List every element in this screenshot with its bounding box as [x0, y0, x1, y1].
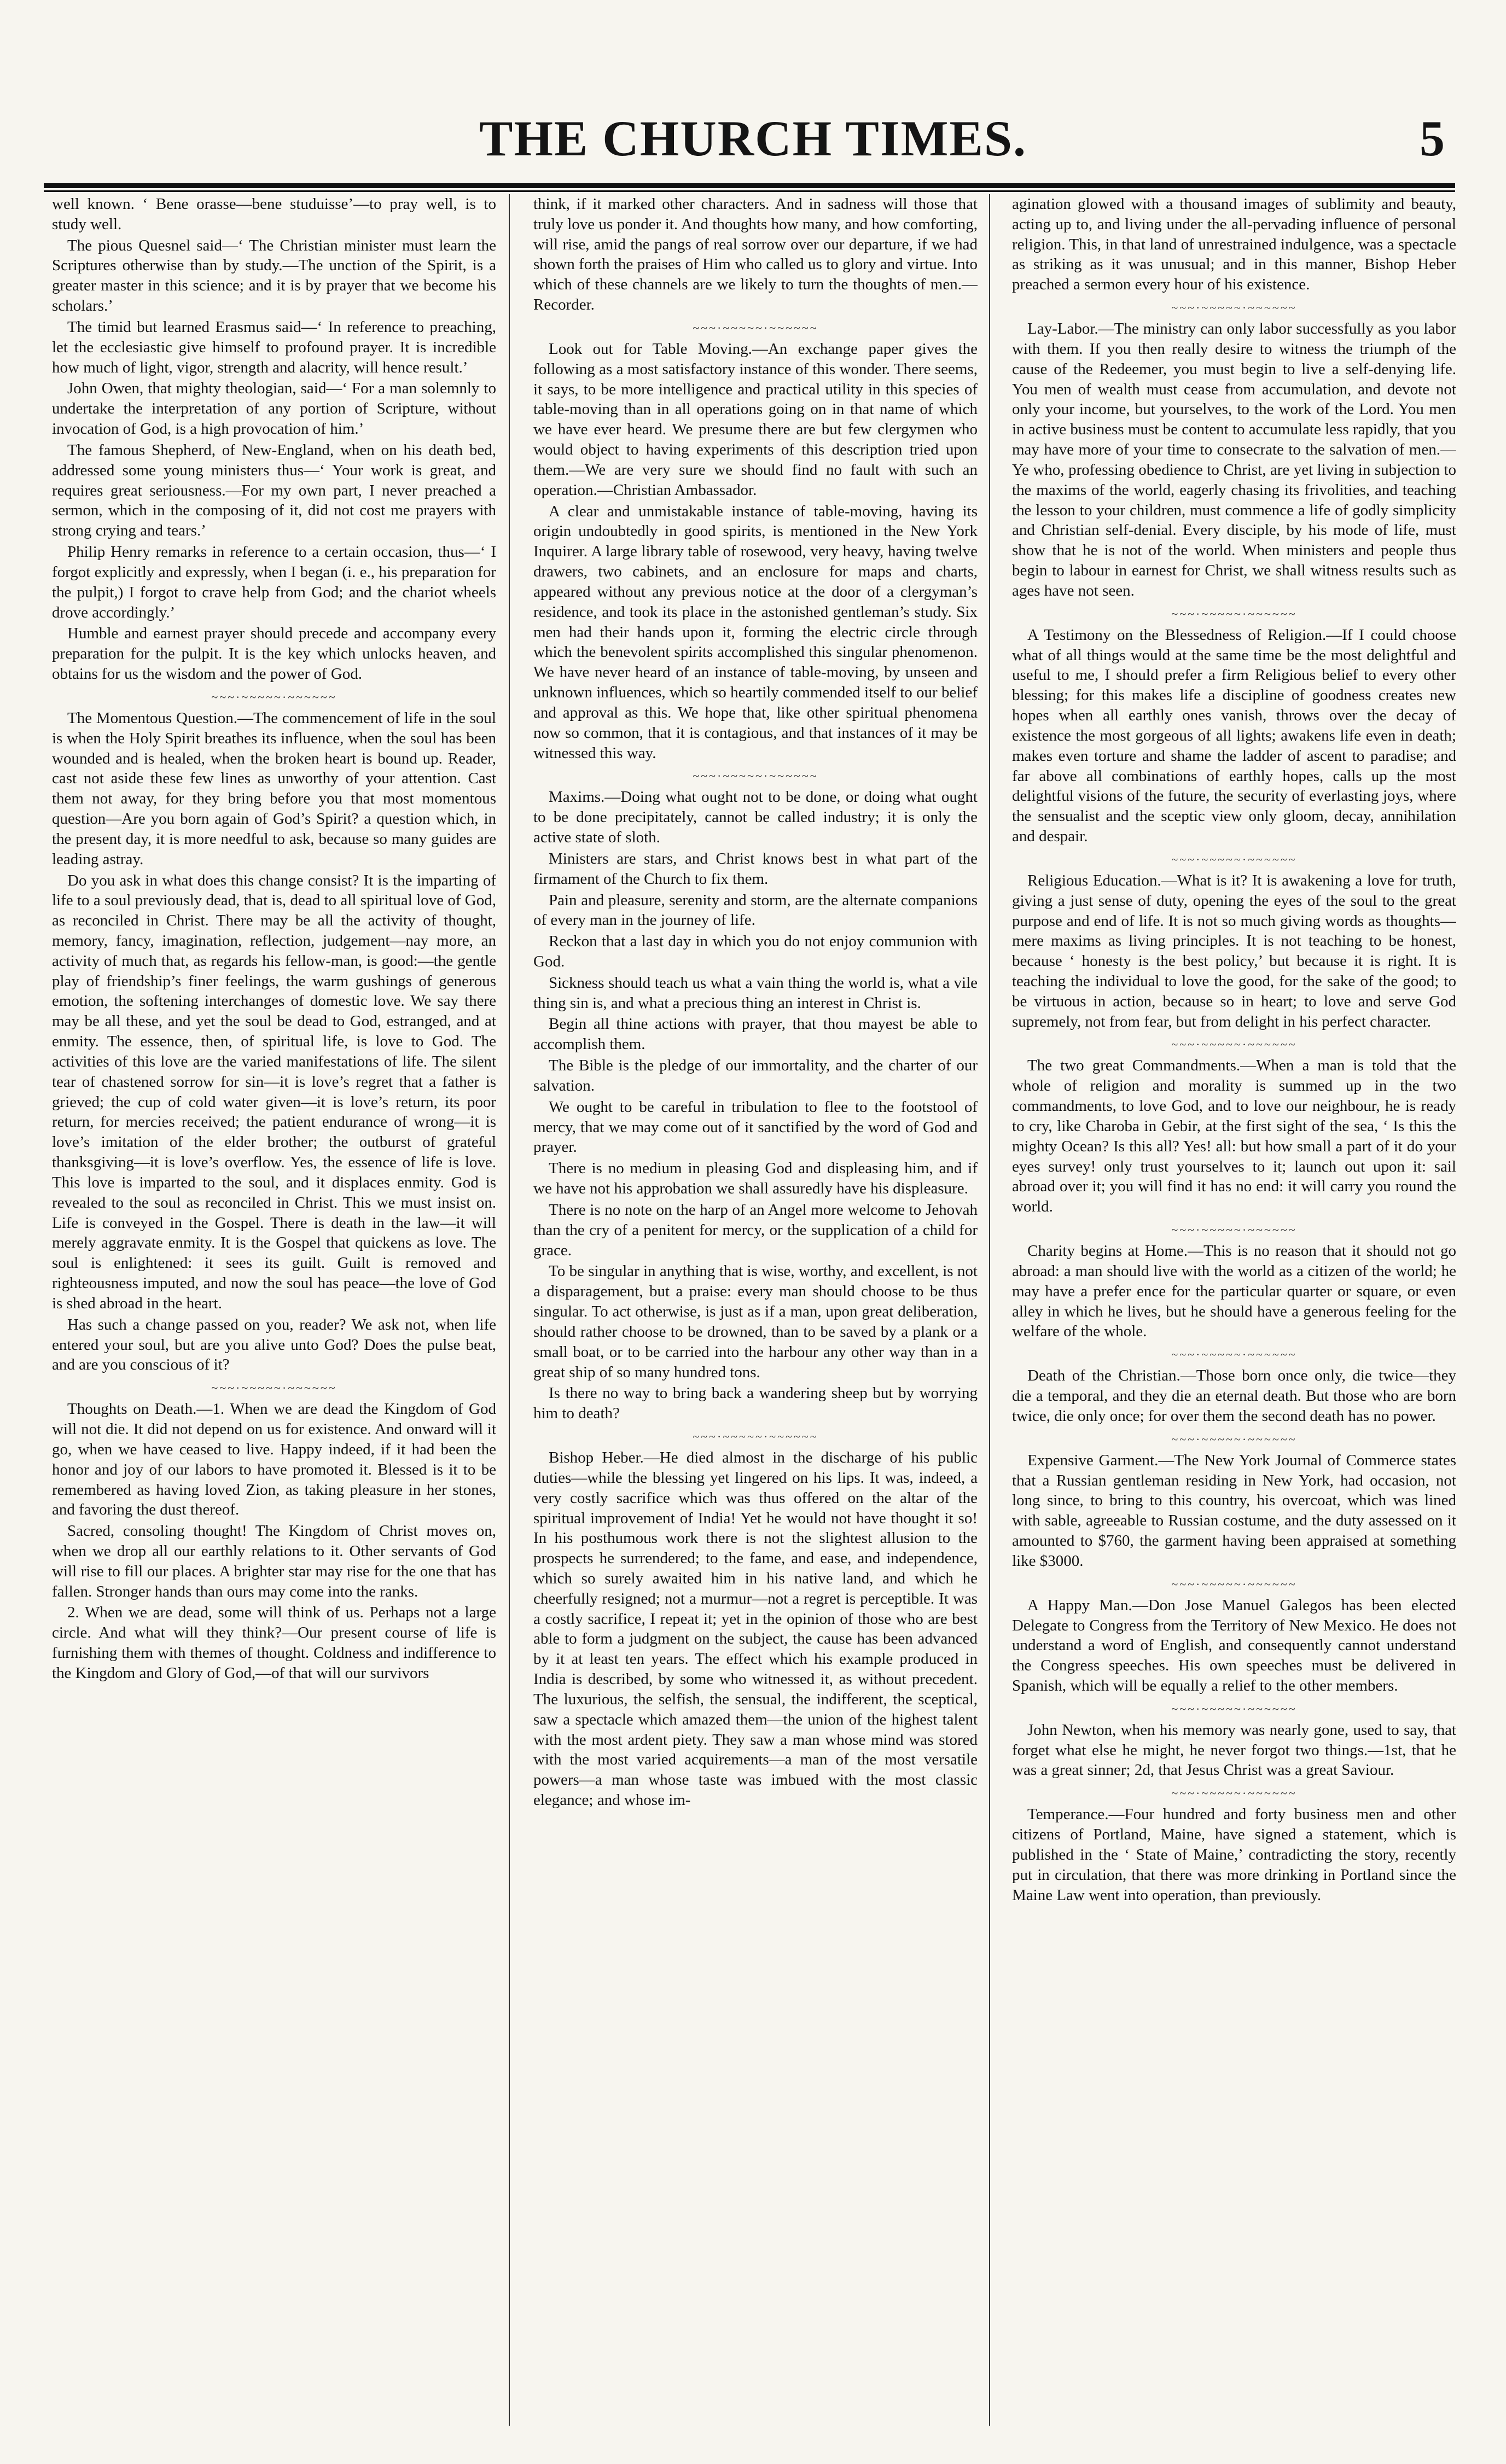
maxim: Pain and pleasure, serenity and storm, are the alternate companions of every man in the journey of life.	[533, 891, 978, 929]
section-separator: ~~~·~~~~~·~~~~~~	[1171, 301, 1297, 314]
article-paragraph: Humble and earnest prayer should precede and accompany every preparation for the pulpit. It is the key which unlocks heaven, and obtains for us the wisdom and the power of God.	[52, 625, 496, 683]
article-paragraph: think, if it marked other characters. And in sadness will those that truly love us ponder it. And thoughts how many, and how comforting, will rise, amid the pangs of real sorrow over our departure, if we had shown forth the praises of Him who called us to glory and virtue. Into which of these channels are we likely to turn the thoughts of men.—Recorder.	[533, 195, 978, 314]
article-john-newton: John Newton, when his memory was nearly gone, used to say, that forget what else he might, he never forgot two things.—1st, that he was a great sinner; 2d, that Jesus Christ was a great Saviour.	[1012, 1721, 1456, 1779]
section-separator: ~~~·~~~~~·~~~~~~	[1171, 1432, 1297, 1445]
maxim: Begin all thine actions with prayer, that thou mayest be able to accomplish them.	[533, 1015, 978, 1053]
column-divider	[509, 194, 510, 2426]
masthead-rule	[44, 183, 1455, 192]
article-paragraph: Philip Henry remarks in reference to a certain occasion, thus—‘ I forgot explicitly and expressly, when I began (i. e., his preparation for the pulpit,) I forgot to crave help from God; and the chariot wheels drove accordingly.’	[52, 543, 496, 621]
article-paragraph: The pious Quesnel said—‘ The Christian minister must learn the Scriptures otherwise than by study.—The unction of the Spirit, is a greater master in this science; and it is by prayer that we become his scholars.’	[52, 236, 496, 315]
article-paragraph: agination glowed with a thousand images of sublimity and beauty, acting up to, and living under the all-pervading influence of personal religion. This, in that land of unrestrained indulgence, was a spectacle as striking as it was unusual; and in this manner, Bishop Heber preached a sermon every hour of his existence.	[1012, 195, 1456, 294]
article-table-moving: Look out for Table Moving.—An exchange paper gives the following as a most satisfactory instance of this wonder. There seems, it says, to be more intelligence and practical utility in this species of table-moving than in all operations going on in that name of which we have ever heard. We presume there are but few clergymen who would object to having experiments of this description tried upon them.—We are very sure we should find no fault with such an operation.—Christian Ambassador.	[533, 340, 978, 499]
section-separator: ~~~·~~~~~·~~~~~~	[1171, 1577, 1297, 1590]
article-two-commandments: The two great Commandments.—When a man is told that the whole of religion and morality is summed up in the two commandments, to love God, and to love our neighbour, he is ready to cry, like Charoba in Gebir, at the first sight of the sea, ‘ Is this the mighty Ocean? Is this all? Yes! all: but how small a part of it do your eyes survey! only trust yourselves to it; launch out upon it: sail abroad over it; you will find it has no end: it will carry you round the world.	[1012, 1057, 1456, 1216]
article-paragraph: Do you ask in what does this change consist? It is the imparting of life to a soul previously dead, that is, dead to all spiritual love of God, as reconciled in Christ. There may be all the activity of thought, memory, fancy, imagination, reflection, judgement—nay more, an activity of much that, as regards his fellow-man, is good:—the gentle play of friendship’s finer feelings, the warm gushings of generous emotion, the softening interchanges of domestic love. We say there may be all these, and yet the soul be dead to God, estranged, and at enmity. The essence, then, of spiritual life, is love to God. The activities of this love are the varied manifestations of life. The silent tear of chastened sorrow for sin—it is love’s regret that a father is grieved; the cup of cold water given—it is love’s return, its poor return, for mercies received; the patient endurance of wrong—it is love’s imitation of the elder brother; the outburst of grateful thanksgiving—it is love’s overflow. Yes, the essence of life is love. This love is imparted to the soul, and it displaces enmity. God is revealed to the soul as reconciled in Christ. This we must insist on. Life is conveyed in the Gospel. There is death in the law—it will merely aggravate enmity. It is the Gospel that quickens as love. The soul is enlightened: it sees its guilt. Guilt is removed and righteousness imputed, and now the soul has peace—the love of God is shed abroad in the heart.	[52, 871, 496, 1312]
maxim: Sickness should teach us what a vain thing the world is, what a vile thing sin is, and what a precious thing an interest in Christ is.	[533, 974, 978, 1012]
article-momentous-question: The Momentous Question.—The commencement of life in the soul is when the Holy Spirit breathes its influence, when the soul has been wounded and is healed, when the broken heart is bound up. Reader, cast not aside these few lines as unworthy of your attention. Cast them not away, for they bring before you that most momentous question—Are you born again of God’s Spirit? a question which, in the present day, it is more needful to ask, because so many guides are leading astray.	[52, 709, 496, 868]
article-paragraph: John Owen, that mighty theologian, said—‘ For a man solemnly to undertake the interpretation of any portion of Scripture, without invocation of God, is a high provocation of him.’	[52, 380, 496, 438]
maxim: Reckon that a last day in which you do not enjoy communion with God.	[533, 933, 978, 970]
section-separator: ~~~·~~~~~·~~~~~~	[1171, 1702, 1297, 1715]
article-thoughts-on-death: Thoughts on Death.—1. When we are dead the Kingdom of God will not die. It did not depend on us for existence. And onward will it go, when we have ceased to live. Happy indeed, if it had been the honor and joy of our labors to have promoted it. Blessed is it to be remembered as having loved Zion, as taking pleasure in her stones, and favoring the dust thereof.	[52, 1400, 496, 1519]
newspaper-title: THE CHURCH TIMES.	[479, 110, 1027, 166]
article-charity: Charity begins at Home.—This is no reason that it should not go abroad: a man should live with the world as a citizen of the world; he may have a prefer ence for the particular quarter or square, or even alley in which he lives, but he should have a generous feeling for the welfare of the whole.	[1012, 1242, 1456, 1341]
section-separator: ~~~·~~~~~·~~~~~~	[693, 321, 818, 334]
article-testimony: A Testimony on the Blessedness of Religion.—If I could choose what of all things would at the same time be the most delightful and useful to me, I should prefer a firm Religious belief to every other blessing; for this makes life a discipline of goodness creates new hopes when all earthly ones vanish, throws over the decay of existence the most gorgeous of all lights; awakens life even in death; makes even torture and shame the ladder of ascent to paradise; and far above all combinations of earthly hopes, calls up the most delightful visions of the future, the security of everlasting joys, where the sensualist and the sceptic view only gloom, decay, annihilation and despair.	[1012, 626, 1456, 846]
section-separator: ~~~·~~~~~·~~~~~~	[1171, 1348, 1297, 1361]
article-temperance: Temperance.—Four hundred and forty business men and other citizens of Portland, Maine, have signed a statement, which is published in the ‘ State of Maine,’ contradicting the story, recently put in circulation, that there was more drinking in Portland since the Maine Law went into operation, than previously.	[1012, 1805, 1456, 1904]
column-2	[533, 194, 978, 2426]
article-bishop-heber: Bishop Heber.—He died almost in the discharge of his public duties—while the blessing yet lingered on his lips. It was, indeed, a very costly sacrifice which was thus offered on the altar of the spiritual improvement of India! Yet he would not have thought it so! In his posthumous work there is not the slightest allusion to the prospects he surrendered; to the fame, and ease, and independence, which so surely awaited him in his native land, and which he cheerfully resigned; not a murmur—not a regret is perceptible. It was a costly sacrifice, I repeat it; yet in the opinion of those who are best able to form a judgment on the subject, the cause has been advanced by it at least ten years. The effect which his example produced in India is described, by some who witnessed it, as without precedent. The luxurious, the selfish, the sensual, the indifferent, the sceptical, saw a spectacle which amazed them—the union of the highest talent with the most ardent piety. They saw a man whose mind was stored with the most varied acquirements—a man of the most versatile powers—a man whose taste was imbued with the most classic elegance; and whose im-	[533, 1449, 978, 1809]
article-paragraph: The famous Shepherd, of New-England, when on his death bed, addressed some young ministers thus—‘ Your work is great, and requires great seriousness.—For my own part, I never preached a sermon, which in the composing of it, did not cost me prayers with strong crying and tears.’	[52, 441, 496, 540]
section-separator: ~~~·~~~~~·~~~~~~	[1171, 1038, 1297, 1051]
column-divider	[989, 194, 990, 2426]
article-expensive-garment: Expensive Garment.—The New York Journal of Commerce states that a Russian gentleman residing in New York, had occasion, not long since, to bring to this country, his overcoat, which was lined with sable, agreeable to Russian costume, and the duty assessed on it amounted to $760, the garment having been appraised at something like $3000.	[1012, 1451, 1456, 1570]
article-paragraph: The timid but learned Erasmus said—‘ In reference to preaching, let the ecclesiastic give himself to profound prayer. It is incredible how much of light, vigor, strength and alacrity, will hence result.’	[52, 318, 496, 376]
maxim: Is there no way to bring back a wandering sheep but by worrying him to death?	[533, 1384, 978, 1423]
maxim: There is no note on the harp of an Angel more welcome to Jehovah than the cry of a penitent for mercy, or the supplication of a child for grace.	[533, 1201, 978, 1259]
article-lay-labor: Lay-Labor.—The ministry can only labor successfully as you labor with them. If you then really desire to witness the triumph of the cause of the Redeemer, you must begin to live a self-denying life. You men of wealth must cease from accumulation, and devote not only your income, but yourselves, to the work of the Lord. You men in active business must be content to accumulate less rapidly, that you may have more of your time to consecrate to the salvation of men.—Ye who, professing obedience to Christ, are yet living in subjection to the maxims of the world, eagerly chasing its frivolities, and teaching the lesson to your children, must commence a life of godly simplicity and Christian self-denial. Every disciple, by his mode of life, must show that he is not of the world. When ministers and people thus begin to labour in earnest for Christ, we shall witness results such as ages have not seen.	[1012, 320, 1456, 599]
maxim: Ministers are stars, and Christ knows best in what part of the firmament of the Church to fix them.	[533, 849, 978, 888]
article-religious-education: Religious Education.—What is it? It is awakening a love for truth, giving a just sense of duty, opening the eyes of the soul to the great purpose and end of life. It is not so much giving words as thoughts—mere maxims as living principles. It is not teaching to be honest, because ‘ honesty is the best policy,’ but because it is right. It is teaching the individual to love the good, for the sake of the good; to be virtuous in action, because so in heart; to love and serve God supremely, not from fear, but from delight in his perfect character.	[1012, 871, 1456, 1030]
article-paragraph: well known. ‘ Bene orasse—bene studuisse’—to pray well, is to study well.	[52, 195, 496, 233]
section-separator: ~~~·~~~~~·~~~~~~	[1171, 607, 1297, 620]
maxim: The Bible is the pledge of our immortality, and the charter of our salvation.	[533, 1057, 978, 1094]
article-death-of-christian: Death of the Christian.—Those born once only, die twice—they die a temporal, and they die an eternal death. But those who are born twice, die only once; for over them the second death has no power.	[1012, 1367, 1456, 1425]
article-maxims: Maxims.—Doing what ought not to be done, or doing what ought to be done precipitately, cannot be called industry; it is only the active state of sloth.	[533, 788, 978, 847]
maxim: There is no medium in pleasing God and displeasing him, and if we have not his approbation we shall assuredly have his displeasure.	[533, 1160, 978, 1198]
section-separator: ~~~·~~~~~·~~~~~~	[211, 690, 337, 703]
section-separator: ~~~·~~~~~·~~~~~~	[1171, 1223, 1297, 1236]
masthead	[0, 109, 1506, 191]
column-3	[1012, 194, 1456, 2426]
page-number: 5	[1420, 110, 1445, 166]
section-separator: ~~~·~~~~~·~~~~~~	[211, 1381, 337, 1394]
section-separator: ~~~·~~~~~·~~~~~~	[1171, 1786, 1297, 1799]
section-separator: ~~~·~~~~~·~~~~~~	[1171, 852, 1297, 865]
article-happy-man: A Happy Man.—Don Jose Manuel Galegos has been elected Delegate to Congress from the Territory of New Mexico. He does not understand a word of English, and consequently cannot understand the Congress speeches. His own speeches must be delivered in Spanish, which will be equally a relief to the other members.	[1012, 1596, 1456, 1694]
section-separator: ~~~·~~~~~·~~~~~~	[693, 1430, 818, 1443]
maxim: We ought to be careful in tribulation to flee to the footstool of mercy, that we may come out of it sanctified by the word of God and prayer.	[533, 1098, 978, 1156]
section-separator: ~~~·~~~~~·~~~~~~	[693, 769, 818, 782]
article-paragraph: A clear and unmistakable instance of table-moving, having its origin undoubtedly in good spirits, is mentioned in the New York Inquirer. A large library table of rosewood, very heavy, having twelve drawers, two cabinets, and an enclosure for maps and charts, appeared without any previous notice at the door of a clergyman’s residence, and took its place in the astonished gentleman’s study. Six men had their hands upon it, forming the electric circle through which the benevolent spirits accomplished this singular phenomenon. We have never heard of an instance of table-moving, by unseen and unknown influences, which so heartily commended itself to our belief and approval as this. We hope that, like other spiritual phenomena now so common, that it is contagious, and that instances of it may be witnessed this way.	[533, 502, 978, 762]
article-paragraph: 2. When we are dead, some will think of us. Perhaps not a large circle. And what will they think?—Our present course of life is furnishing them with themes of thought. Coldness and indifference to the Kingdom and Glory of God,—of that will our survivors	[52, 1604, 496, 1682]
maxim: To be singular in anything that is wise, worthy, and excellent, is not a disparagement, but a praise: every man should choose to be thus singular. To act otherwise, is just as if a man, upon great deliberation, should rather choose to be drowned, than to be saved by a plank or a small boat, or to be carried into the harbour any other way than in a great ship of so many hundred tons.	[533, 1262, 978, 1381]
article-paragraph: Sacred, consoling thought! The Kingdom of Christ moves on, when we drop all our earthly relations to it. Other servants of God will rise to fill our places. A brighter star may rise for the one that has fallen. Stronger hands than ours may come into the ranks.	[52, 1522, 496, 1600]
article-paragraph: Has such a change passed on you, reader? We ask not, when life entered your soul, but are you alive unto God? Does the pulse beat, and are you conscious of it?	[52, 1315, 496, 1374]
column-1	[52, 194, 496, 2426]
